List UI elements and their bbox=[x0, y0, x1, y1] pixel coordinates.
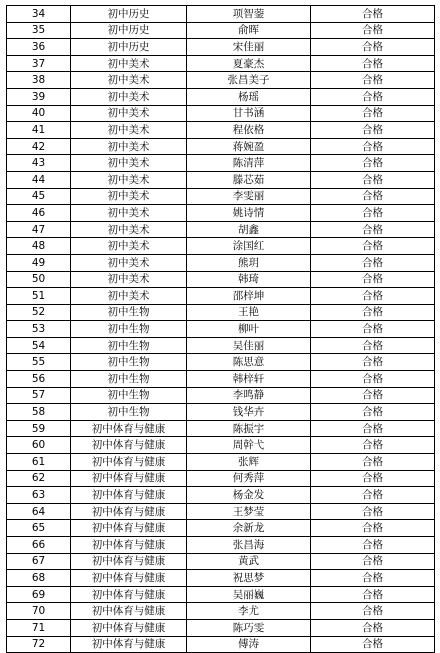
result-cell: 合格 bbox=[311, 354, 435, 371]
row-number-cell: 47 bbox=[7, 221, 71, 238]
result-cell: 合格 bbox=[311, 487, 435, 504]
row-number-cell: 64 bbox=[7, 503, 71, 520]
row-number-cell: 40 bbox=[7, 105, 71, 122]
table-row bbox=[7, 6, 435, 23]
result-cell: 合格 bbox=[311, 570, 435, 587]
name-cell: 张昌海 bbox=[187, 537, 311, 554]
row-number-cell: 52 bbox=[7, 304, 71, 321]
row-number-cell: 57 bbox=[7, 387, 71, 404]
table-row bbox=[7, 553, 435, 570]
table-row bbox=[7, 636, 435, 653]
result-cell: 合格 bbox=[311, 205, 435, 222]
table-row bbox=[7, 404, 435, 421]
name-cell: 程依格 bbox=[187, 122, 311, 139]
result-cell: 合格 bbox=[311, 171, 435, 188]
name-cell: 李鸣静 bbox=[187, 387, 311, 404]
row-number-cell: 34 bbox=[7, 6, 71, 23]
row-number-cell: 71 bbox=[7, 619, 71, 636]
table-row bbox=[7, 520, 435, 537]
name-cell: 陈思意 bbox=[187, 354, 311, 371]
subject-cell: 初中体育与健康 bbox=[71, 619, 187, 636]
result-cell: 合格 bbox=[311, 404, 435, 421]
table-row bbox=[7, 503, 435, 520]
name-cell: 邵梓坤 bbox=[187, 288, 311, 305]
result-cell: 合格 bbox=[311, 337, 435, 354]
subject-cell: 初中历史 bbox=[71, 22, 187, 39]
result-cell: 合格 bbox=[311, 254, 435, 271]
table-row bbox=[7, 570, 435, 587]
name-cell: 熊玥 bbox=[187, 254, 311, 271]
subject-cell: 初中美术 bbox=[71, 188, 187, 205]
row-number-cell: 50 bbox=[7, 271, 71, 288]
row-number-cell: 42 bbox=[7, 138, 71, 155]
table-row bbox=[7, 105, 435, 122]
result-cell: 合格 bbox=[311, 39, 435, 56]
table-row bbox=[7, 420, 435, 437]
name-cell: 杨金发 bbox=[187, 487, 311, 504]
result-cell: 合格 bbox=[311, 271, 435, 288]
row-number-cell: 35 bbox=[7, 22, 71, 39]
subject-cell: 初中美术 bbox=[71, 221, 187, 238]
name-cell: 张辉 bbox=[187, 454, 311, 471]
result-cell: 合格 bbox=[311, 636, 435, 653]
result-cell: 合格 bbox=[311, 503, 435, 520]
result-cell: 合格 bbox=[311, 188, 435, 205]
subject-cell: 初中生物 bbox=[71, 321, 187, 338]
subject-cell: 初中美术 bbox=[71, 88, 187, 105]
result-cell: 合格 bbox=[311, 105, 435, 122]
result-cell: 合格 bbox=[311, 537, 435, 554]
subject-cell: 初中美术 bbox=[71, 55, 187, 72]
subject-cell: 初中生物 bbox=[71, 387, 187, 404]
row-number-cell: 38 bbox=[7, 72, 71, 89]
subject-cell: 初中体育与健康 bbox=[71, 570, 187, 587]
subject-cell: 初中美术 bbox=[71, 72, 187, 89]
name-cell: 李尤 bbox=[187, 603, 311, 620]
row-number-cell: 53 bbox=[7, 321, 71, 338]
row-number-cell: 60 bbox=[7, 437, 71, 454]
subject-cell: 初中体育与健康 bbox=[71, 553, 187, 570]
name-cell: 俞晖 bbox=[187, 22, 311, 39]
row-number-cell: 66 bbox=[7, 537, 71, 554]
name-cell: 姚诗情 bbox=[187, 205, 311, 222]
table-row bbox=[7, 603, 435, 620]
row-number-cell: 45 bbox=[7, 188, 71, 205]
row-number-cell: 39 bbox=[7, 88, 71, 105]
result-cell: 合格 bbox=[311, 321, 435, 338]
subject-cell: 初中体育与健康 bbox=[71, 437, 187, 454]
table-row bbox=[7, 155, 435, 172]
table-row bbox=[7, 188, 435, 205]
table-row bbox=[7, 619, 435, 636]
table-row bbox=[7, 586, 435, 603]
results-table bbox=[6, 5, 435, 653]
table-row bbox=[7, 122, 435, 139]
table-row bbox=[7, 138, 435, 155]
table-row bbox=[7, 254, 435, 271]
result-cell: 合格 bbox=[311, 520, 435, 537]
table-row bbox=[7, 22, 435, 39]
table-row bbox=[7, 437, 435, 454]
subject-cell: 初中美术 bbox=[71, 205, 187, 222]
row-number-cell: 41 bbox=[7, 122, 71, 139]
subject-cell: 初中生物 bbox=[71, 354, 187, 371]
subject-cell: 初中体育与健康 bbox=[71, 520, 187, 537]
table-row bbox=[7, 288, 435, 305]
row-number-cell: 72 bbox=[7, 636, 71, 653]
row-number-cell: 43 bbox=[7, 155, 71, 172]
result-cell: 合格 bbox=[311, 155, 435, 172]
result-cell: 合格 bbox=[311, 603, 435, 620]
name-cell: 李雯丽 bbox=[187, 188, 311, 205]
result-cell: 合格 bbox=[311, 437, 435, 454]
name-cell: 吴丽巍 bbox=[187, 586, 311, 603]
result-cell: 合格 bbox=[311, 470, 435, 487]
row-number-cell: 37 bbox=[7, 55, 71, 72]
subject-cell: 初中生物 bbox=[71, 404, 187, 421]
name-cell: 蒋婉盈 bbox=[187, 138, 311, 155]
row-number-cell: 69 bbox=[7, 586, 71, 603]
row-number-cell: 59 bbox=[7, 420, 71, 437]
name-cell: 余新龙 bbox=[187, 520, 311, 537]
subject-cell: 初中体育与健康 bbox=[71, 420, 187, 437]
table-row bbox=[7, 454, 435, 471]
subject-cell: 初中生物 bbox=[71, 337, 187, 354]
result-cell: 合格 bbox=[311, 88, 435, 105]
name-cell: 吴佳丽 bbox=[187, 337, 311, 354]
result-cell: 合格 bbox=[311, 454, 435, 471]
subject-cell: 初中美术 bbox=[71, 288, 187, 305]
subject-cell: 初中体育与健康 bbox=[71, 454, 187, 471]
table-row bbox=[7, 537, 435, 554]
subject-cell: 初中美术 bbox=[71, 138, 187, 155]
subject-cell: 初中美术 bbox=[71, 271, 187, 288]
subject-cell: 初中生物 bbox=[71, 371, 187, 388]
subject-cell: 初中美术 bbox=[71, 155, 187, 172]
results-table-body bbox=[7, 6, 435, 653]
name-cell: 胡鑫 bbox=[187, 221, 311, 238]
row-number-cell: 65 bbox=[7, 520, 71, 537]
result-cell: 合格 bbox=[311, 138, 435, 155]
name-cell: 傅涛 bbox=[187, 636, 311, 653]
result-cell: 合格 bbox=[311, 6, 435, 23]
table-row bbox=[7, 321, 435, 338]
table-row bbox=[7, 387, 435, 404]
result-cell: 合格 bbox=[311, 221, 435, 238]
subject-cell: 初中美术 bbox=[71, 171, 187, 188]
result-cell: 合格 bbox=[311, 420, 435, 437]
table-row bbox=[7, 354, 435, 371]
name-cell: 何秀萍 bbox=[187, 470, 311, 487]
subject-cell: 初中美术 bbox=[71, 122, 187, 139]
table-row bbox=[7, 337, 435, 354]
table-row bbox=[7, 205, 435, 222]
row-number-cell: 55 bbox=[7, 354, 71, 371]
name-cell: 祝思梦 bbox=[187, 570, 311, 587]
name-cell: 陈振宇 bbox=[187, 420, 311, 437]
subject-cell: 初中历史 bbox=[71, 39, 187, 56]
result-cell: 合格 bbox=[311, 238, 435, 255]
table-row bbox=[7, 72, 435, 89]
name-cell: 滕芯茹 bbox=[187, 171, 311, 188]
result-cell: 合格 bbox=[311, 371, 435, 388]
table-row bbox=[7, 470, 435, 487]
name-cell: 夏豪杰 bbox=[187, 55, 311, 72]
row-number-cell: 70 bbox=[7, 603, 71, 620]
result-cell: 合格 bbox=[311, 553, 435, 570]
row-number-cell: 44 bbox=[7, 171, 71, 188]
name-cell: 王梦莹 bbox=[187, 503, 311, 520]
row-number-cell: 46 bbox=[7, 205, 71, 222]
row-number-cell: 67 bbox=[7, 553, 71, 570]
name-cell: 黄武 bbox=[187, 553, 311, 570]
subject-cell: 初中体育与健康 bbox=[71, 503, 187, 520]
result-cell: 合格 bbox=[311, 55, 435, 72]
name-cell: 宋佳丽 bbox=[187, 39, 311, 56]
table-row bbox=[7, 171, 435, 188]
table-row bbox=[7, 271, 435, 288]
result-cell: 合格 bbox=[311, 288, 435, 305]
table-row bbox=[7, 487, 435, 504]
row-number-cell: 62 bbox=[7, 470, 71, 487]
subject-cell: 初中美术 bbox=[71, 238, 187, 255]
subject-cell: 初中生物 bbox=[71, 304, 187, 321]
subject-cell: 初中体育与健康 bbox=[71, 470, 187, 487]
table-row bbox=[7, 39, 435, 56]
result-cell: 合格 bbox=[311, 619, 435, 636]
name-cell: 杨瑶 bbox=[187, 88, 311, 105]
name-cell: 甘书涵 bbox=[187, 105, 311, 122]
subject-cell: 初中体育与健康 bbox=[71, 636, 187, 653]
table-row bbox=[7, 221, 435, 238]
subject-cell: 初中体育与健康 bbox=[71, 603, 187, 620]
subject-cell: 初中体育与健康 bbox=[71, 537, 187, 554]
name-cell: 涂国红 bbox=[187, 238, 311, 255]
name-cell: 周幹弋 bbox=[187, 437, 311, 454]
row-number-cell: 61 bbox=[7, 454, 71, 471]
row-number-cell: 58 bbox=[7, 404, 71, 421]
subject-cell: 初中美术 bbox=[71, 105, 187, 122]
result-cell: 合格 bbox=[311, 22, 435, 39]
table-row bbox=[7, 238, 435, 255]
subject-cell: 初中历史 bbox=[71, 6, 187, 23]
name-cell: 陈巧雯 bbox=[187, 619, 311, 636]
row-number-cell: 49 bbox=[7, 254, 71, 271]
name-cell: 韩琦 bbox=[187, 271, 311, 288]
name-cell: 张昌美子 bbox=[187, 72, 311, 89]
row-number-cell: 48 bbox=[7, 238, 71, 255]
result-cell: 合格 bbox=[311, 72, 435, 89]
subject-cell: 初中体育与健康 bbox=[71, 487, 187, 504]
name-cell: 王艳 bbox=[187, 304, 311, 321]
table-row bbox=[7, 55, 435, 72]
row-number-cell: 63 bbox=[7, 487, 71, 504]
result-cell: 合格 bbox=[311, 387, 435, 404]
name-cell: 项智蓥 bbox=[187, 6, 311, 23]
table-row bbox=[7, 304, 435, 321]
row-number-cell: 56 bbox=[7, 371, 71, 388]
row-number-cell: 68 bbox=[7, 570, 71, 587]
table-row bbox=[7, 371, 435, 388]
name-cell: 陈清萍 bbox=[187, 155, 311, 172]
subject-cell: 初中体育与健康 bbox=[71, 586, 187, 603]
subject-cell: 初中美术 bbox=[71, 254, 187, 271]
result-cell: 合格 bbox=[311, 122, 435, 139]
row-number-cell: 51 bbox=[7, 288, 71, 305]
result-cell: 合格 bbox=[311, 586, 435, 603]
row-number-cell: 54 bbox=[7, 337, 71, 354]
name-cell: 韩梓轩 bbox=[187, 371, 311, 388]
table-row bbox=[7, 88, 435, 105]
result-cell: 合格 bbox=[311, 304, 435, 321]
name-cell: 钱华卉 bbox=[187, 404, 311, 421]
row-number-cell: 36 bbox=[7, 39, 71, 56]
name-cell: 柳叶 bbox=[187, 321, 311, 338]
